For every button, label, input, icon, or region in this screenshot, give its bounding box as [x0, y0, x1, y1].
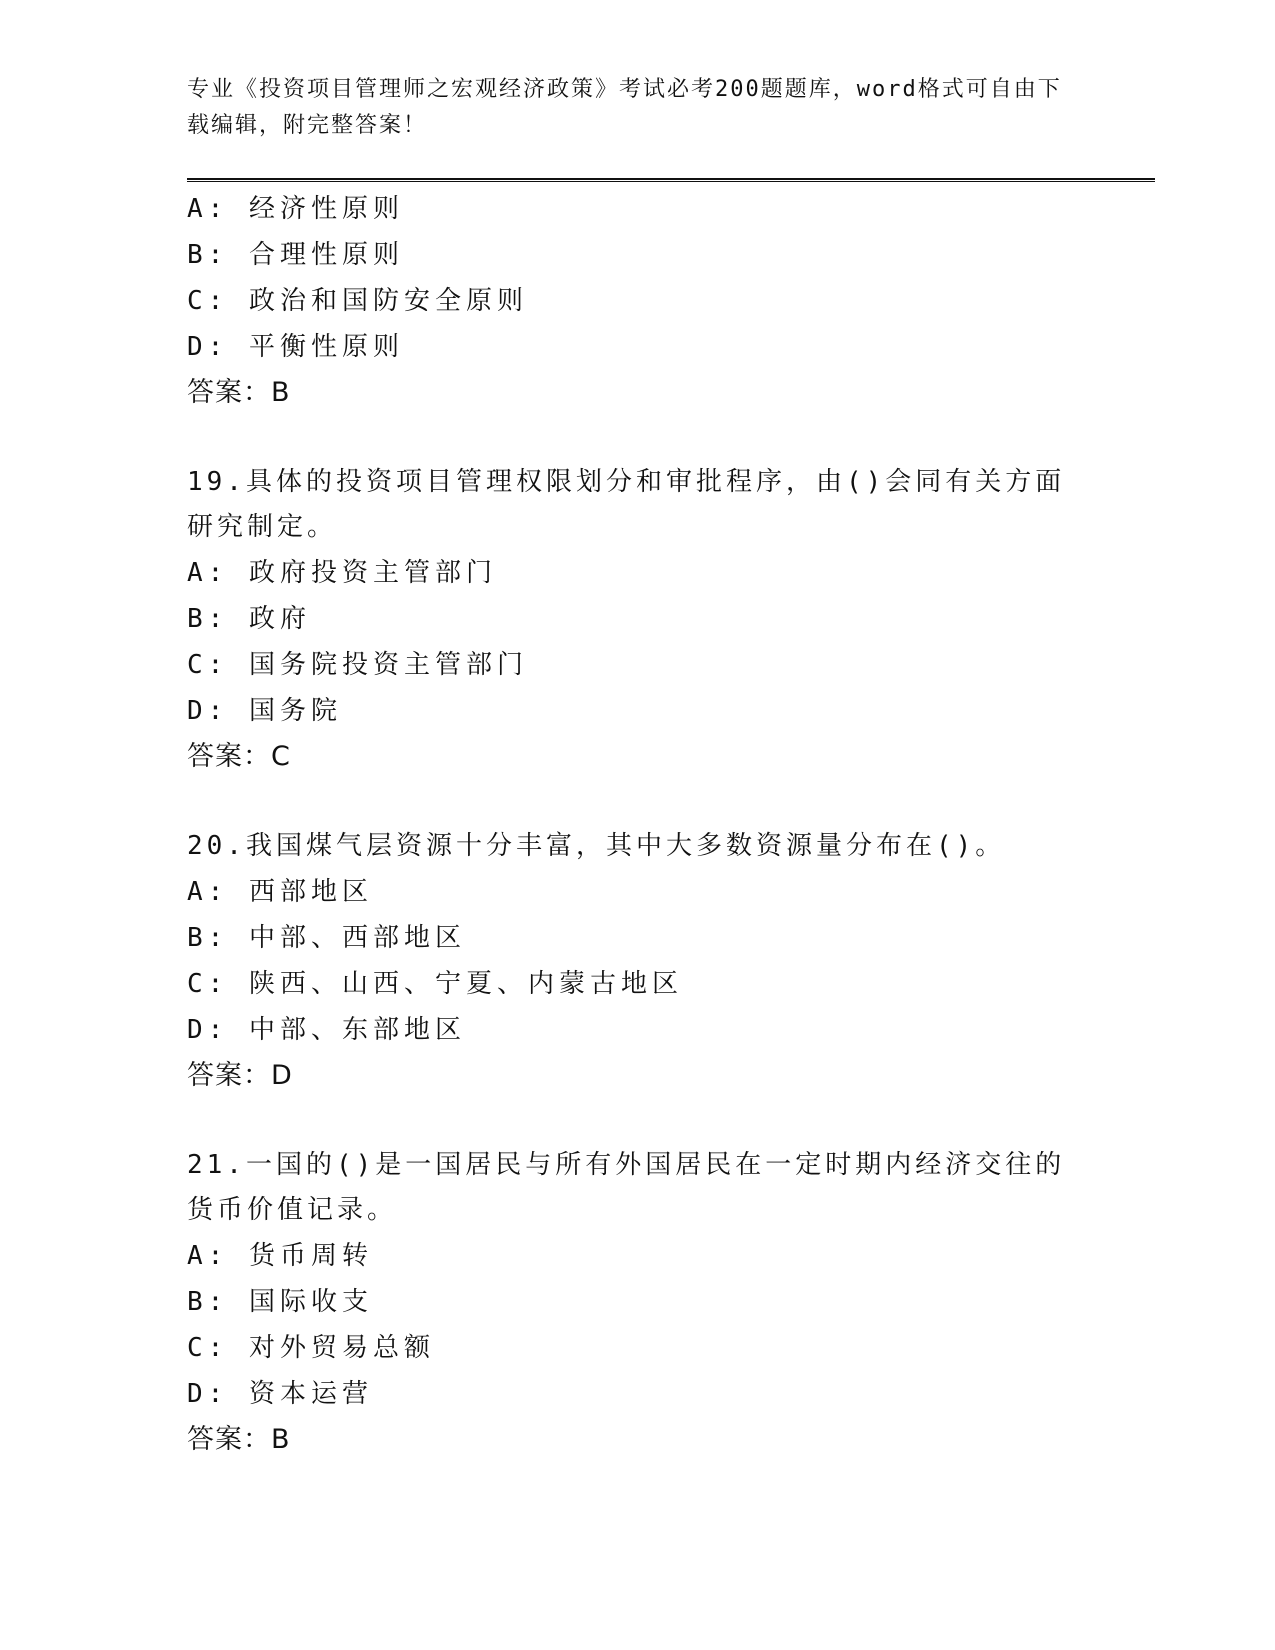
question-21: [187, 1143, 1087, 1463]
option-a: A: 经济性原则: [187, 194, 404, 224]
question-20: [187, 824, 1087, 1099]
answer-line: 答案：B: [187, 377, 291, 408]
option-d: D: 平衡性原则: [187, 332, 404, 362]
option-b: B: 政府: [187, 604, 311, 634]
header-divider: [187, 178, 1155, 182]
option-a: A: 政府投资主管部门: [187, 558, 497, 588]
question-stem: 21.一国的()是一国居民与所有外国居民在一定时期内经济交往的货币价值记录。: [187, 1150, 1066, 1225]
option-c: C: 政治和国防安全原则: [187, 286, 528, 316]
option-b: B: 合理性原则: [187, 240, 404, 270]
question-19: [187, 460, 1087, 780]
answer-line: 答案：B: [187, 1424, 291, 1455]
answer-line: 答案：D: [187, 1060, 293, 1091]
option-d: D: 中部、东部地区: [187, 1015, 466, 1045]
option-c: C: 对外贸易总额: [187, 1333, 435, 1363]
option-b: B: 中部、西部地区: [187, 923, 466, 953]
spacer: [187, 1099, 1087, 1143]
question-stem: 20.我国煤气层资源十分丰富，其中大多数资源量分布在()。: [187, 831, 1006, 861]
option-b: B: 国际收支: [187, 1287, 373, 1317]
option-c: C: 国务院投资主管部门: [187, 650, 528, 680]
option-d: D: 国务院: [187, 696, 342, 726]
document-header: 专业《投资项目管理师之宏观经济政策》考试必考200题题库，word格式可自由下载编辑，附完整答案！: [187, 77, 1062, 138]
question-18-continued: [187, 186, 1087, 416]
question-list: [187, 186, 1087, 1463]
answer-line: 答案：C: [187, 741, 291, 772]
question-stem: 19.具体的投资项目管理权限划分和审批程序，由()会同有关方面研究制定。: [187, 467, 1066, 542]
option-d: D: 资本运营: [187, 1379, 373, 1409]
option-a: A: 西部地区: [187, 877, 373, 907]
option-a: A: 货币周转: [187, 1241, 373, 1271]
option-c: C: 陕西、山西、宁夏、内蒙古地区: [187, 969, 683, 999]
spacer: [187, 416, 1087, 460]
spacer: [187, 780, 1087, 824]
